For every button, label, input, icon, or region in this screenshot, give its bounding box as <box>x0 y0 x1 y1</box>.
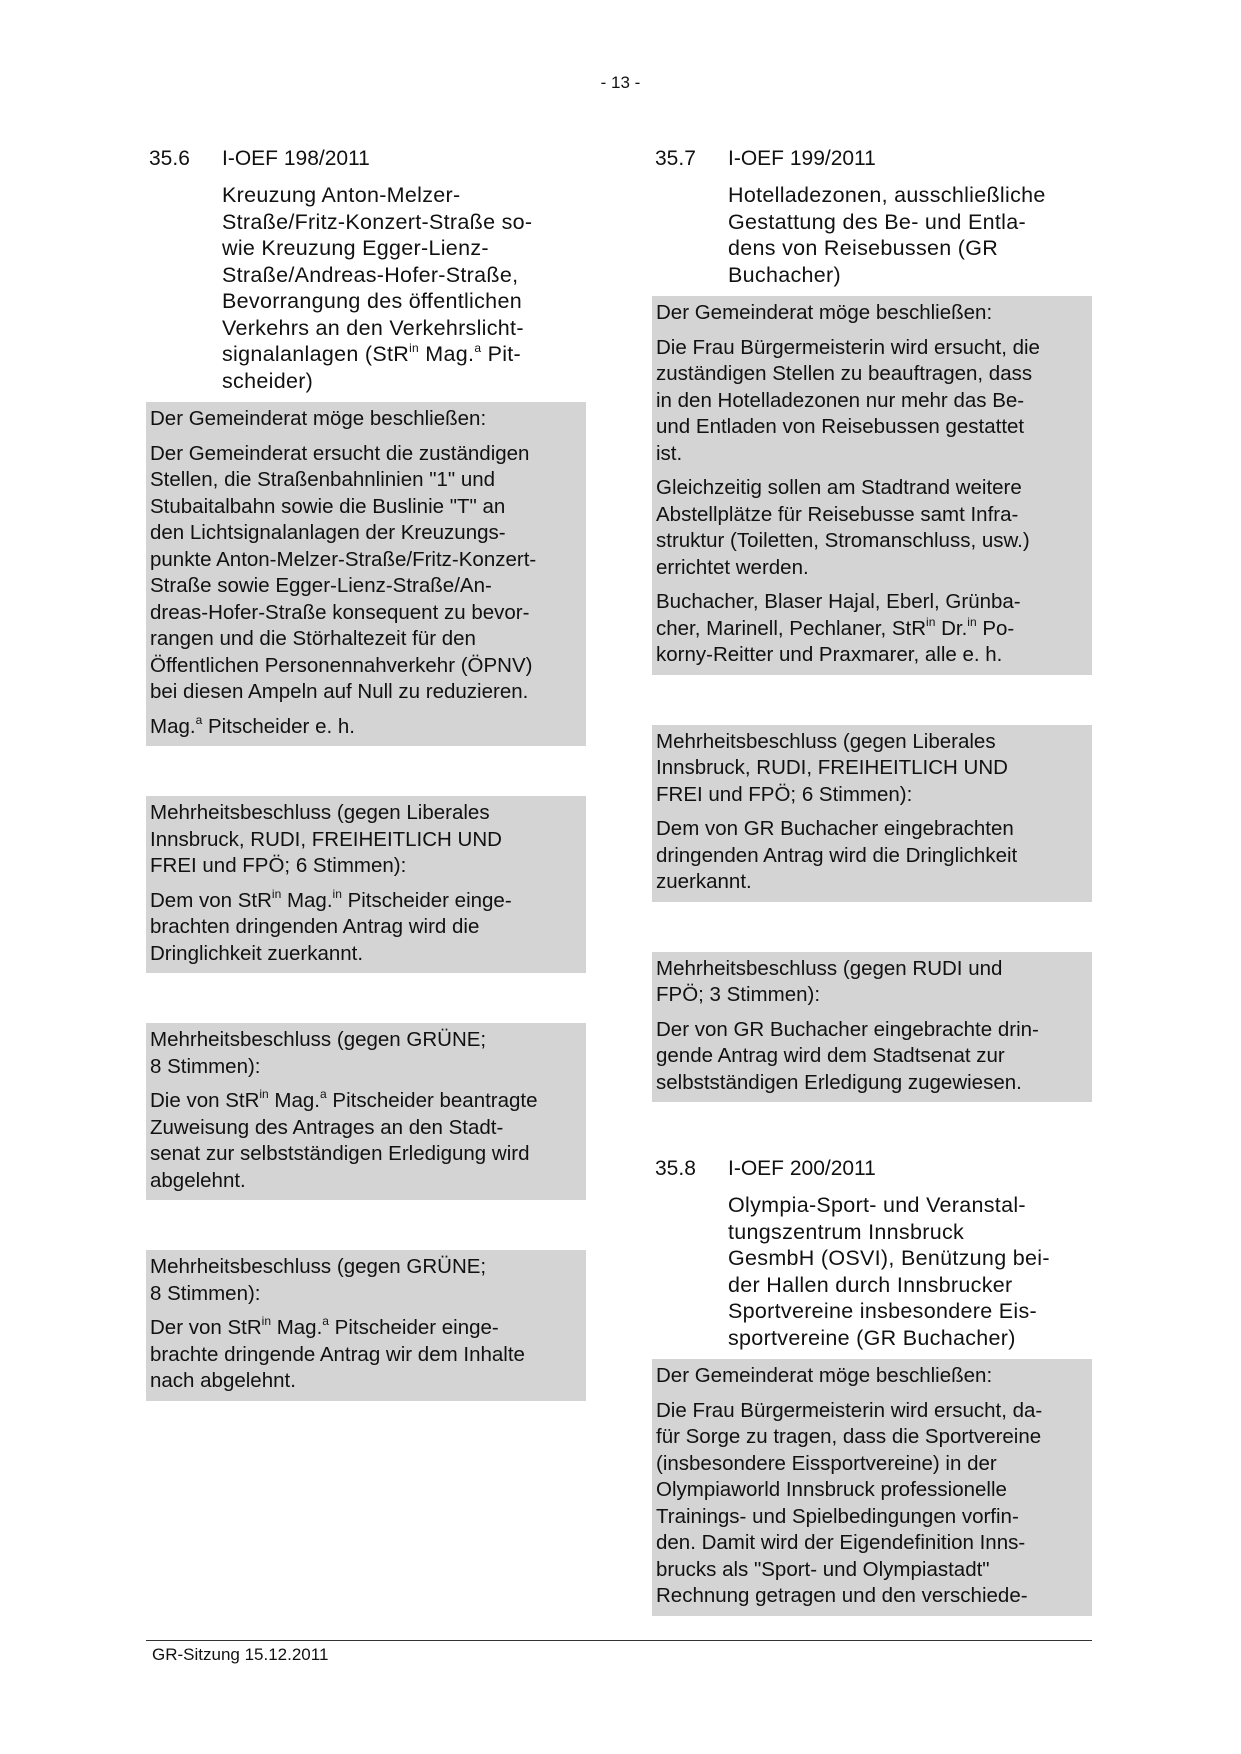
title-line: sportvereine (GR Buchacher) <box>728 1325 1016 1350</box>
item-number: 35.6 <box>149 147 190 170</box>
motion-text: Der Gemeinderat ersucht die zuständigen Stellen, die Straßenbahnlinien "1" und Stubaitalbahn sowie die Buslinie "T" an den Lichtsignalanlagen der Kreuzungs- punkte Anton-Melzer-Straße/Fritz-Konzert- Straße sowie Egger-Lienz-Straße/An- dreas-Hofer-Straße konsequent zu bevor- rangen und die Störhaltezeit für den Öffentlichen Personennahverkehr (ÖPNV) bei diesen Ampeln auf Null zu reduzieren. <box>150 441 537 703</box>
resolution-box <box>146 796 586 973</box>
resolution-text: Dem von GR Buchacher eingebrachten dringenden Antrag wird die Dringlichkeit zuerkannt. <box>656 817 1018 893</box>
resolution-text: Der von GR Buchacher eingebrachte drin- gende Antrag wird dem Stadtsenat zur selbstständigen Erledigung zugewiesen. <box>656 1017 1039 1094</box>
item-number: 35.8 <box>655 1157 696 1180</box>
motion-box <box>652 1359 1092 1616</box>
item-title <box>728 1192 1092 1351</box>
item-header <box>146 146 586 174</box>
motion-text: Die Frau Bürgermeisterin wird ersucht, die zuständigen Stellen zu beauftragen, dass in den Hotelladezonen nur mehr das Be- und Entladen von Reisebussen gestattet ist. <box>656 335 1040 465</box>
title-line: scheider) <box>222 368 314 393</box>
page-number: - 13 - <box>600 73 641 92</box>
title-line: Olympia-Sport- und Veranstal- <box>728 1193 1026 1217</box>
item-code: I-OEF 200/2011 <box>728 1157 876 1180</box>
item-code: I-OEF 199/2011 <box>728 147 876 170</box>
item-header <box>652 1156 1092 1184</box>
title-line: Buchacher) <box>728 262 841 287</box>
footer-text: GR-Sitzung 15.12.2011 <box>152 1645 329 1664</box>
resolution-head: Mehrheitsbeschluss (gegen GRÜNE; 8 Stimmen): <box>150 1255 487 1305</box>
signers: Buchacher, Blaser Hajal, Eberl, Grünba- cher, Marinell, Pechlaner, StR$^{in}$ Dr.$^{in}$ Po- korny-Reitter und Praxmarer, alle e. h. <box>656 590 1021 666</box>
title-line: Gestattung des Be- und Entla- <box>728 209 1026 234</box>
title-line: Straße/Andreas-Hofer-Straße, <box>222 262 519 287</box>
title-line: Sportvereine insbesondere Eis- <box>728 1299 1037 1323</box>
motion-text: Gleichzeitig sollen am Stadtrand weitere Abstellplätze für Reisebusse samt Infra- struktur (Toiletten, Stromanschluss, usw.) errichtet werden. <box>656 476 1030 579</box>
resolution-box <box>146 1250 586 1401</box>
item-number: 35.7 <box>655 147 696 170</box>
item-title <box>728 182 1092 288</box>
title-line: Straße/Fritz-Konzert-Straße so- <box>222 209 533 234</box>
item-header <box>652 146 1092 174</box>
motion-intro: Der Gemeinderat möge beschließen: <box>656 301 993 324</box>
item-code: I-OEF 198/2011 <box>222 147 370 170</box>
title-line: Hotelladezonen, ausschließliche <box>728 183 1046 207</box>
motion-box <box>146 402 586 746</box>
resolution-head: Mehrheitsbeschluss (gegen GRÜNE; 8 Stimmen): <box>150 1028 487 1078</box>
resolution-box <box>146 1023 586 1200</box>
title-line: Kreuzung Anton-Melzer- <box>222 183 461 207</box>
title-line: wie Kreuzung Egger-Lienz- <box>222 236 489 260</box>
left-column <box>146 146 586 1401</box>
signer: Mag.$^a$ Pitscheider e. h. <box>150 712 355 738</box>
footer-divider <box>146 1640 1092 1641</box>
resolution-head: Mehrheitsbeschluss (gegen RUDI und FPÖ; 3 Stimmen): <box>656 956 1003 1006</box>
resolution-box <box>652 725 1092 902</box>
resolution-box <box>652 952 1092 1103</box>
title-line: GesmbH (OSVI), Benützung bei- <box>728 1246 1050 1270</box>
resolution-text: Dem von StR$^{in}$ Mag.$^{in}$ Pitscheider einge- brachten dringenden Antrag wird die Dringlichkeit zuerkannt. <box>150 886 512 965</box>
resolution-head: Mehrheitsbeschluss (gegen Liberales Innsbruck, RUDI, FREIHEITLICH UND FREI und FPÖ; 6 Stimmen): <box>150 801 502 877</box>
motion-intro: Der Gemeinderat möge beschließen: <box>656 1364 993 1387</box>
title-line: Verkehrs an den Verkehrslicht- <box>222 315 524 340</box>
title-line: tungszentrum Innsbruck <box>728 1219 965 1244</box>
right-column <box>652 146 1092 1616</box>
motion-text: Die Frau Bürgermeisterin wird ersucht, da- für Sorge zu tragen, dass die Sportvereine (insbesondere Eissportvereine) in der Olympiaworld Innsbruck professionelle Trainings- und Spielbedingungen vorfin- den. Damit wird der Eigendefinition Inns- brucks als "Sport- und Olympiastadt" Rechnung getragen und den verschiede- <box>656 1398 1043 1607</box>
title-line: dens von Reisebussen (GR <box>728 236 999 260</box>
resolution-text: Der von StR$^{in}$ Mag.$^a$ Pitscheider einge- brachte dringende Antrag wir dem Inhalte nach abgelehnt. <box>150 1314 525 1392</box>
resolution-head: Mehrheitsbeschluss (gegen Liberales Innsbruck, RUDI, FREIHEITLICH UND FREI und FPÖ; 6 Stimmen): <box>656 729 1008 806</box>
motion-box <box>652 296 1092 675</box>
resolution-text: Die von StR$^{in}$ Mag.$^a$ Pitscheider beantragte Zuweisung des Antrages an den Stadt- senat zur selbstständigen Erledigung wird abgelehnt. <box>150 1087 538 1192</box>
title-line: signalanlagen (StR$^{in}$ Mag.$^a$ Pit- <box>222 341 522 366</box>
title-line: der Hallen durch Innsbrucker <box>728 1272 1013 1297</box>
item-title <box>222 182 586 394</box>
title-line: Bevorrangung des öffentlichen <box>222 289 522 313</box>
motion-intro: Der Gemeinderat möge beschließen: <box>150 407 487 430</box>
